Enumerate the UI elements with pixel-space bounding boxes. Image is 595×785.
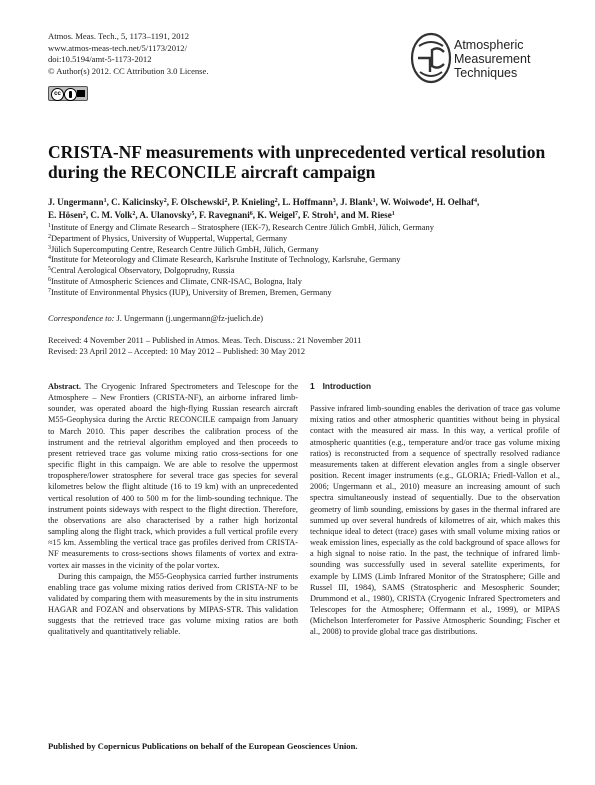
affiliation-marker: 2 (82, 210, 86, 217)
author-separator: , (476, 197, 480, 207)
affiliation-item (48, 245, 560, 256)
copyright-line: © Author(s) 2012. CC Attribution 3.0 License. (48, 65, 209, 76)
affiliation-text: Institute of Environmental Physics (IUP), University of Bremen, Bremen, Germany (51, 287, 332, 297)
author-line (48, 196, 560, 209)
journal-name: Atmospheric Measurement Techniques (454, 38, 531, 80)
author-name: H. Oelhaf (436, 197, 474, 207)
affiliation-text: Central Aerological Observatory, Dolgoprudny, Russia (51, 266, 235, 276)
affiliation-marker: 7 (295, 210, 299, 217)
affiliation-item (48, 266, 560, 277)
abstract-paragraph: During this campaign, the M55-Geophysica carried further instruments enabling trace gas volume mixing ratios derived from CRISTA-NF to be validated by comparing them with measurements by the in situ instruments HAGAR and FOZAN and observations by MIPAS-STR. This validation suggests that the retrieved trace gas volume mixing ratios are both qualitatively and quantitatively reliable. (48, 571, 298, 637)
author-name: K. Weigel (257, 209, 296, 220)
author-separator: , (135, 209, 140, 220)
correspondence (48, 313, 263, 324)
affiliation-text: Jülich Supercomputing Centre, Research Centre Jülich GmbH, Jülich, Germany (51, 244, 319, 254)
affiliation-list (48, 223, 560, 299)
author-separator: , (298, 209, 303, 220)
section-heading: 1 Introduction (310, 381, 372, 391)
affiliation-number: 7 (48, 287, 51, 294)
correspondence-contact[interactable]: J. Ungermann (j.ungermann@fz-juelich.de) (116, 314, 264, 323)
journal-url[interactable]: www.atmos-meas-tech.net/5/1173/2012/ (48, 42, 187, 53)
author-separator: , (375, 197, 381, 207)
author-separator: , (194, 209, 200, 220)
affiliation-marker: 4 (473, 198, 477, 204)
affiliation-item (48, 277, 560, 288)
affiliation-item (48, 255, 560, 266)
author-separator: , (227, 197, 233, 207)
author-separator: , (277, 197, 283, 207)
affiliation-number: 6 (48, 276, 51, 283)
abstract-label: Abstract. (48, 382, 81, 391)
publication-dates: Received: 4 November 2011 – Published in Atmos. Meas. Tech. Discuss.: 21 November 2011 Revised: 23 April 2012 – Accepted: 10 May 2012 – Published: 30 May 2012 (48, 336, 362, 356)
affiliation-marker: 1 (372, 198, 376, 204)
journal-header (48, 31, 209, 77)
affiliation-marker: 2 (224, 198, 228, 204)
cc-icon: cc (51, 88, 64, 101)
author-name: C. Kalicinsky (111, 197, 164, 207)
author-separator: , (106, 197, 112, 207)
affiliation-marker: 2 (132, 210, 136, 217)
author-name: P. Knieling (232, 197, 275, 207)
paper-title: CRISTA-NF measurements with unprecedented vertical resolution during the RECONCILE aircraft campaign (48, 142, 546, 182)
affiliation-item (48, 288, 560, 299)
affiliation-marker: 1 (103, 198, 107, 204)
author-separator: , (252, 209, 258, 220)
egu-emblem-icon (410, 32, 452, 84)
author-name: C. M. Volk (90, 209, 133, 220)
author-name: F. Ravegnani (199, 209, 250, 220)
author-line (48, 209, 560, 222)
abstract-column (48, 381, 298, 638)
affiliation-text: Institute of Atmospheric Sciences and Climate, CNR-ISAC, Bologna, Italy (51, 276, 302, 286)
author-separator: , and (336, 209, 358, 220)
abstract-paragraph: Abstract. The Cryogenic Infrared Spectrometers and Telescope for the Atmosphere – New Frontiers (CRISTA-NF), an airborne infrared limb-sounder, was operated aboard the high-flying Russian research aircraft M55-Geophysica during the Arctic RECONCILE campaign from January to March 2010. This paper describes the calibration process of the instrument and the retrieval algorithm employed and then proceeds to present retrieved trace gas volume mixing ratio cross-sections for one specific flight in this campaign. We are able to resolve the uppermost troposphere/lower stratosphere for several trace gas species for several kilometres below the flight altitude (16 to 19 km) with an unprecedented vertical resolution of 400 to 500 m for the limb-sounding technique. The instrument points sideways with respect to the flight direction. Therefore, the observations are also characterised by a rather high horizontal sampling along the flight track, which provides a full vertical profile every ≈15 km. Assembling the vertical trace gas profiles derived from CRISTA-NF measurements to cross-sections shows filaments of vortex and extra-vortex air masses in the vicinity of the polar vortex. (48, 382, 298, 570)
publisher-footer: Published by Copernicus Publications on behalf of the European Geosciences Union. (48, 741, 358, 751)
affiliation-text: Department of Physics, University of Wuppertal, Wuppertal, Germany (51, 233, 288, 243)
author-name: J. Ungermann (48, 197, 104, 207)
affiliation-text: Institute of Energy and Climate Research – Stratosphere (IEK-7), Research Centre Jülich GmbH, Jülich, Germany (51, 223, 434, 232)
cc-license-badge[interactable] (48, 86, 88, 101)
affiliation-marker: 3 (332, 198, 336, 204)
author-separator: , (166, 197, 172, 207)
affiliation-number: 2 (48, 233, 51, 240)
doi[interactable]: doi:10.5194/amt-5-1173-2012 (48, 54, 152, 64)
author-name: F. Olschewski (171, 197, 225, 207)
journal-citation: Atmos. Meas. Tech., 5, 1173–1191, 2012 (48, 31, 190, 41)
affiliation-marker: 2 (163, 198, 167, 204)
affiliation-marker: 1 (333, 210, 337, 217)
affiliation-marker: 2 (274, 198, 278, 204)
affiliation-marker: 4 (428, 198, 432, 204)
affiliation-text: Institute for Meteorology and Climate Research, Karlsruhe Institute of Technology, Karlsruhe, Germany (51, 255, 401, 265)
author-separator: , (85, 209, 91, 220)
affiliation-number: 3 (48, 244, 51, 251)
introduction-paragraph: Passive infrared limb-sounding enables the derivation of trace gas volume mixing ratios and other atmospheric quantities without being in physical contact with the measured air mass. In this way, a vertical profile of atmospheric quantities (e.g., temperature and/or trace gas volume mixing ratios) is reconstructed from a sequence of spectrally resolved radiance measurements taken at different elevation angles from a single observer position. Recent imager instruments (e.g., GLORIA; Friedl-Vallon et al., 2006; Ungermann et al., 2010) measure an increasing amount of such spectra simultaneously instead of sequentially. Due to the observation geometry of limb sounding, emissions by gases in the thermal infrared are summed up over several hundreds of kilometres of air, which makes this technique ideal to detect (trace) gases with small volume mixing ratios or weak emission lines, especially as the cold background of space allows for a high signal to noise ratio. In the past, the technique of infrared limb-sounding was successfully used in several satellite experiments, for example by LIMS (Limb Infrared Monitor of the Stratosphere; Gille and Russel III, 1984), SAMS (Stratospheric and Mesospheric Sounder; Drummond et al., 1980), CRISTA (Cryogenic Infrared Spectrometers and Telescopes for the Atmosphere; Offermann et al., 1999), or MIPAS (Michelson Interferometer for Passive Atmospheric Sounding; Fischer et al., 2008) to provide global trace gas distributions. (310, 404, 560, 637)
affiliation-number: 5 (48, 266, 51, 273)
author-name: F. Stroh (302, 209, 334, 220)
affiliation-marker: 6 (249, 210, 253, 217)
author-name: A. Ulanovsky (139, 209, 192, 220)
author-name: M. Riese (357, 209, 392, 220)
affiliation-item (48, 223, 560, 234)
author-separator: , (335, 197, 341, 207)
by-marker-icon (77, 90, 85, 97)
affiliation-number: 4 (48, 255, 51, 262)
affiliation-marker: 5 (191, 210, 195, 217)
author-list (48, 196, 560, 221)
author-name: J. Blank (340, 197, 373, 207)
affiliation-marker: 1 (391, 210, 395, 217)
affiliation-item (48, 234, 560, 245)
author-name: W. Woiwode (380, 197, 429, 207)
correspondence-label: Correspondence to: (48, 314, 115, 323)
attribution-icon (64, 88, 77, 101)
introduction-column (310, 381, 560, 637)
author-name: L. Hoffmann (282, 197, 333, 207)
author-name: E. Hösen (48, 209, 83, 220)
author-separator: , (431, 197, 437, 207)
affiliation-number: 1 (48, 223, 51, 229)
journal-logo (410, 32, 550, 87)
